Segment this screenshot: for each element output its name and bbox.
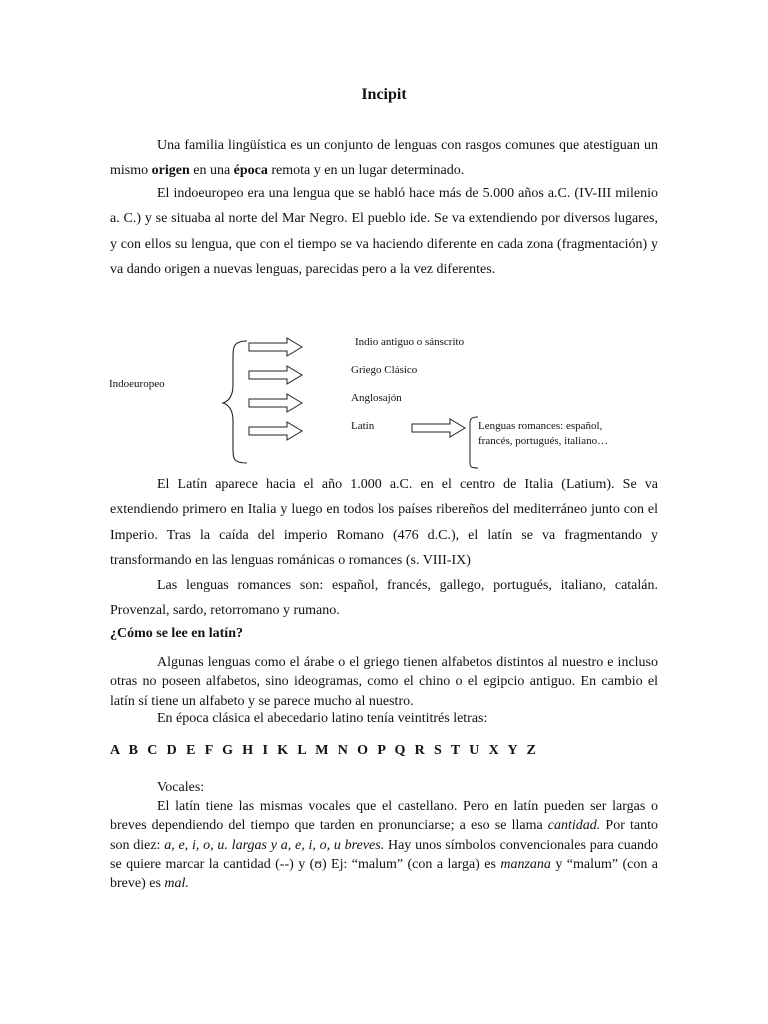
italic-manzana: manzana xyxy=(500,856,551,872)
bold-word-origin: origen xyxy=(151,163,190,179)
label-branch-sanskrit: Indio antiguo o sánscrito xyxy=(355,336,465,348)
latin-alphabet: A B C D E F G H I K L M N O P Q R S T U X Y Z xyxy=(110,743,537,758)
text-run: y “malum” (con a breve) es xyxy=(110,856,658,892)
text-run: El latín tiene las mismas vocales que el castellano. Pero en latín pueden ser largas o breves dependiendo del tiempo que tarden en pronunciarse; a eso se llama xyxy=(110,799,658,834)
arrow-latin xyxy=(249,422,302,440)
arrow-greek xyxy=(249,366,302,384)
italic-mal: mal. xyxy=(164,876,189,892)
paragraph-romance-languages: Las lenguas romances son: español, francés, gallego, portugués, italiano, catalán. Provenzal, sardo, retorromano y rumano. xyxy=(110,578,658,619)
label-branch-latin: Latín xyxy=(351,420,375,432)
brace-main xyxy=(223,341,247,463)
text-run: Hay unos símbolos convencionales para cuando se quiere marcar la cantidad (--) y (ʊ) Ej: “malum” (con a larga) es xyxy=(110,837,658,872)
label-indoeuropeo: Indoeuropeo xyxy=(109,378,165,390)
label-romance-line1: Lenguas romances: español, xyxy=(478,420,603,432)
paragraph-latin-origin: El Latín aparece hacia el año 1.000 a.C. en el centro de Italia (Latium). Se va extendiendo primero en Italia y luego en todos los países ribereños del mediterráneo junto con el Imperio. Tras la caída del imperio Romano (476 d.C.), el latín se va fragmentando y transformando en las lenguas románicas o romances (s. VIII-IX) xyxy=(110,477,658,569)
vowels-label: Vocales: xyxy=(157,780,205,795)
arrow-latin-romance xyxy=(412,419,465,437)
arrow-sanskrit xyxy=(249,338,302,356)
paragraph-abecedary: En época clásica el abecedario latino tenía veintitrés letras: xyxy=(157,711,488,726)
italic-cantidad: cantidad. xyxy=(547,818,601,834)
text-run: Por tanto son diez: xyxy=(110,818,658,853)
text-run: remota y en un lugar determinado. xyxy=(267,163,465,179)
paragraph-alphabets: Algunas lenguas como el árabe o el griego tienen alfabetos distintos al nuestro e incluso otras no poseen alfabetos, sino ideogramas, como el chino o el egipcio antiguo. En cambio el latín sí tiene un alfabeto y se parece mucho al nuestro. xyxy=(110,655,658,709)
paragraph-vowels xyxy=(110,797,658,893)
text-run: Una familia lingüística es un conjunto de lenguas con rasgos comunes que atestiguan un mismo xyxy=(110,138,658,179)
label-branch-anglosaxon: Anglosajón xyxy=(351,392,402,404)
italic-vowel-list: a, e, i, o, u. largas y a, e, i, o, u breves. xyxy=(164,837,385,853)
section-heading-reading: ¿Cómo se lee en latín? xyxy=(110,626,243,641)
label-romance-line2: francés, portugués, italiano… xyxy=(478,435,609,447)
bold-word-epoch: época xyxy=(233,163,268,179)
arrow-anglosaxon xyxy=(249,394,302,412)
brace-romance xyxy=(470,417,478,468)
page-title: Incipit xyxy=(361,86,407,103)
paragraph-indoeuropean: El indoeuropeo era una lengua que se habló hace más de 5.000 años a.C. (IV-III milenio a. C.) y se situaba al norte del Mar Negro. El pueblo ide. Se va extendiendo por diversos lugares, y con ellos su lengua, que con el tiempo se va haciendo diferente en cada zona (fragmentación) y va dando origen a nuevas lenguas, parecidas pero a la vez diferentes. xyxy=(110,186,658,278)
label-branch-greek: Griego Clásico xyxy=(351,364,418,376)
text-run: en una xyxy=(189,163,234,179)
